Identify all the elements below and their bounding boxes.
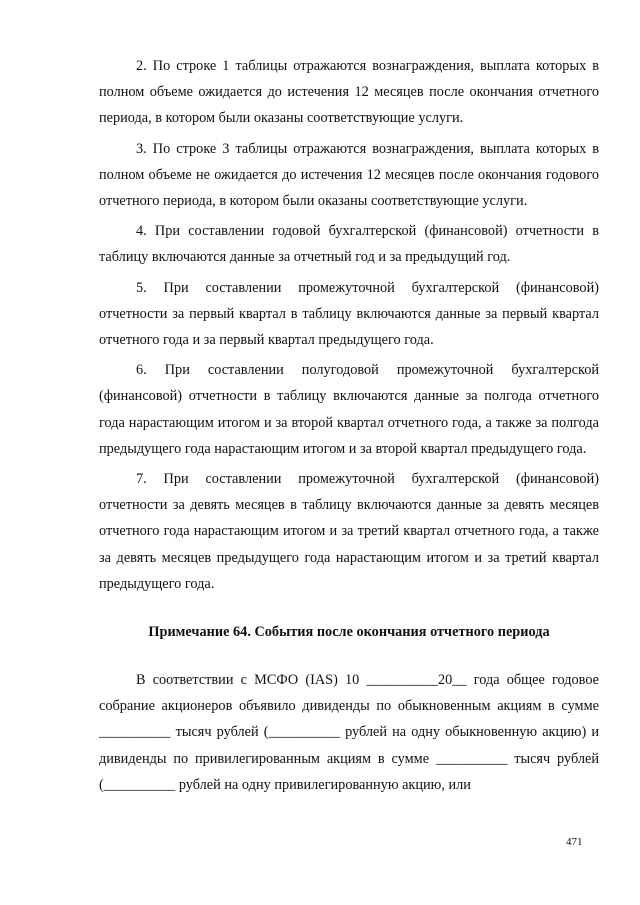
section-heading: Примечание 64. События после окончания отчетного периода — [148, 624, 550, 641]
paragraph-item-4: 4. При составлении годовой бухгалтерской (финансовой) отчетности в таблицу включаются данные за отчетный год и за предыдущий год. — [99, 223, 599, 266]
paragraph-item-7: 7. При составлении промежуточной бухгалтерской (финансовой) отчетности за девять месяцев в таблицу включаются данные за девять месяцев отчетного года нарастающим итогом и за третий квартал отчетного года, а также за девять месяцев предыдущего года нарастающим итогом и за третий квартал предыдущего года. — [99, 471, 599, 592]
paragraph-dividends: В соответствии с МСФО (IAS) 10 __________20__ года общее годовое собрание акционеров объявило дивиденды по обыкновенным акциям в сумме __________ тысяч рублей (__________ рублей на одну обыкновенную акцию) и дивиденды по привилегированным акциям в сумме __________ тысяч рублей (__________ рублей на одну привилегированную акцию, или — [99, 672, 599, 793]
paragraph-item-3: 3. По строке 3 таблицы отражаются вознаграждения, выплата которых в полном объеме не ожидается до истечения 12 месяцев после окончания годового отчетного периода, в котором были оказаны соответствующие услуги. — [99, 140, 599, 210]
paragraph-item-2: 2. По строке 1 таблицы отражаются вознаграждения, выплата которых в полном объеме ожидается до истечения 12 месяцев после окончания отчетного периода, в котором были оказаны соответствующие услуги. — [99, 58, 599, 127]
page-number: 471 — [566, 836, 583, 848]
paragraph-item-5: 5. При составлении промежуточной бухгалтерской (финансовой) отчетности за первый квартал в таблицу включаются данные за первый квартал отчетного года и за первый квартал предыдущего года. — [99, 279, 599, 349]
paragraph-item-6: 6. При составлении полугодовой промежуточной бухгалтерской (финансовой) отчетности в таблицу включаются данные за полгода отчетного года нарастающим итогом и за второй квартал отчетного года, а также за полгода предыдущего года нарастающим итогом и за второй квартал предыдущего года. — [99, 362, 599, 457]
page-content — [99, 53, 599, 802]
